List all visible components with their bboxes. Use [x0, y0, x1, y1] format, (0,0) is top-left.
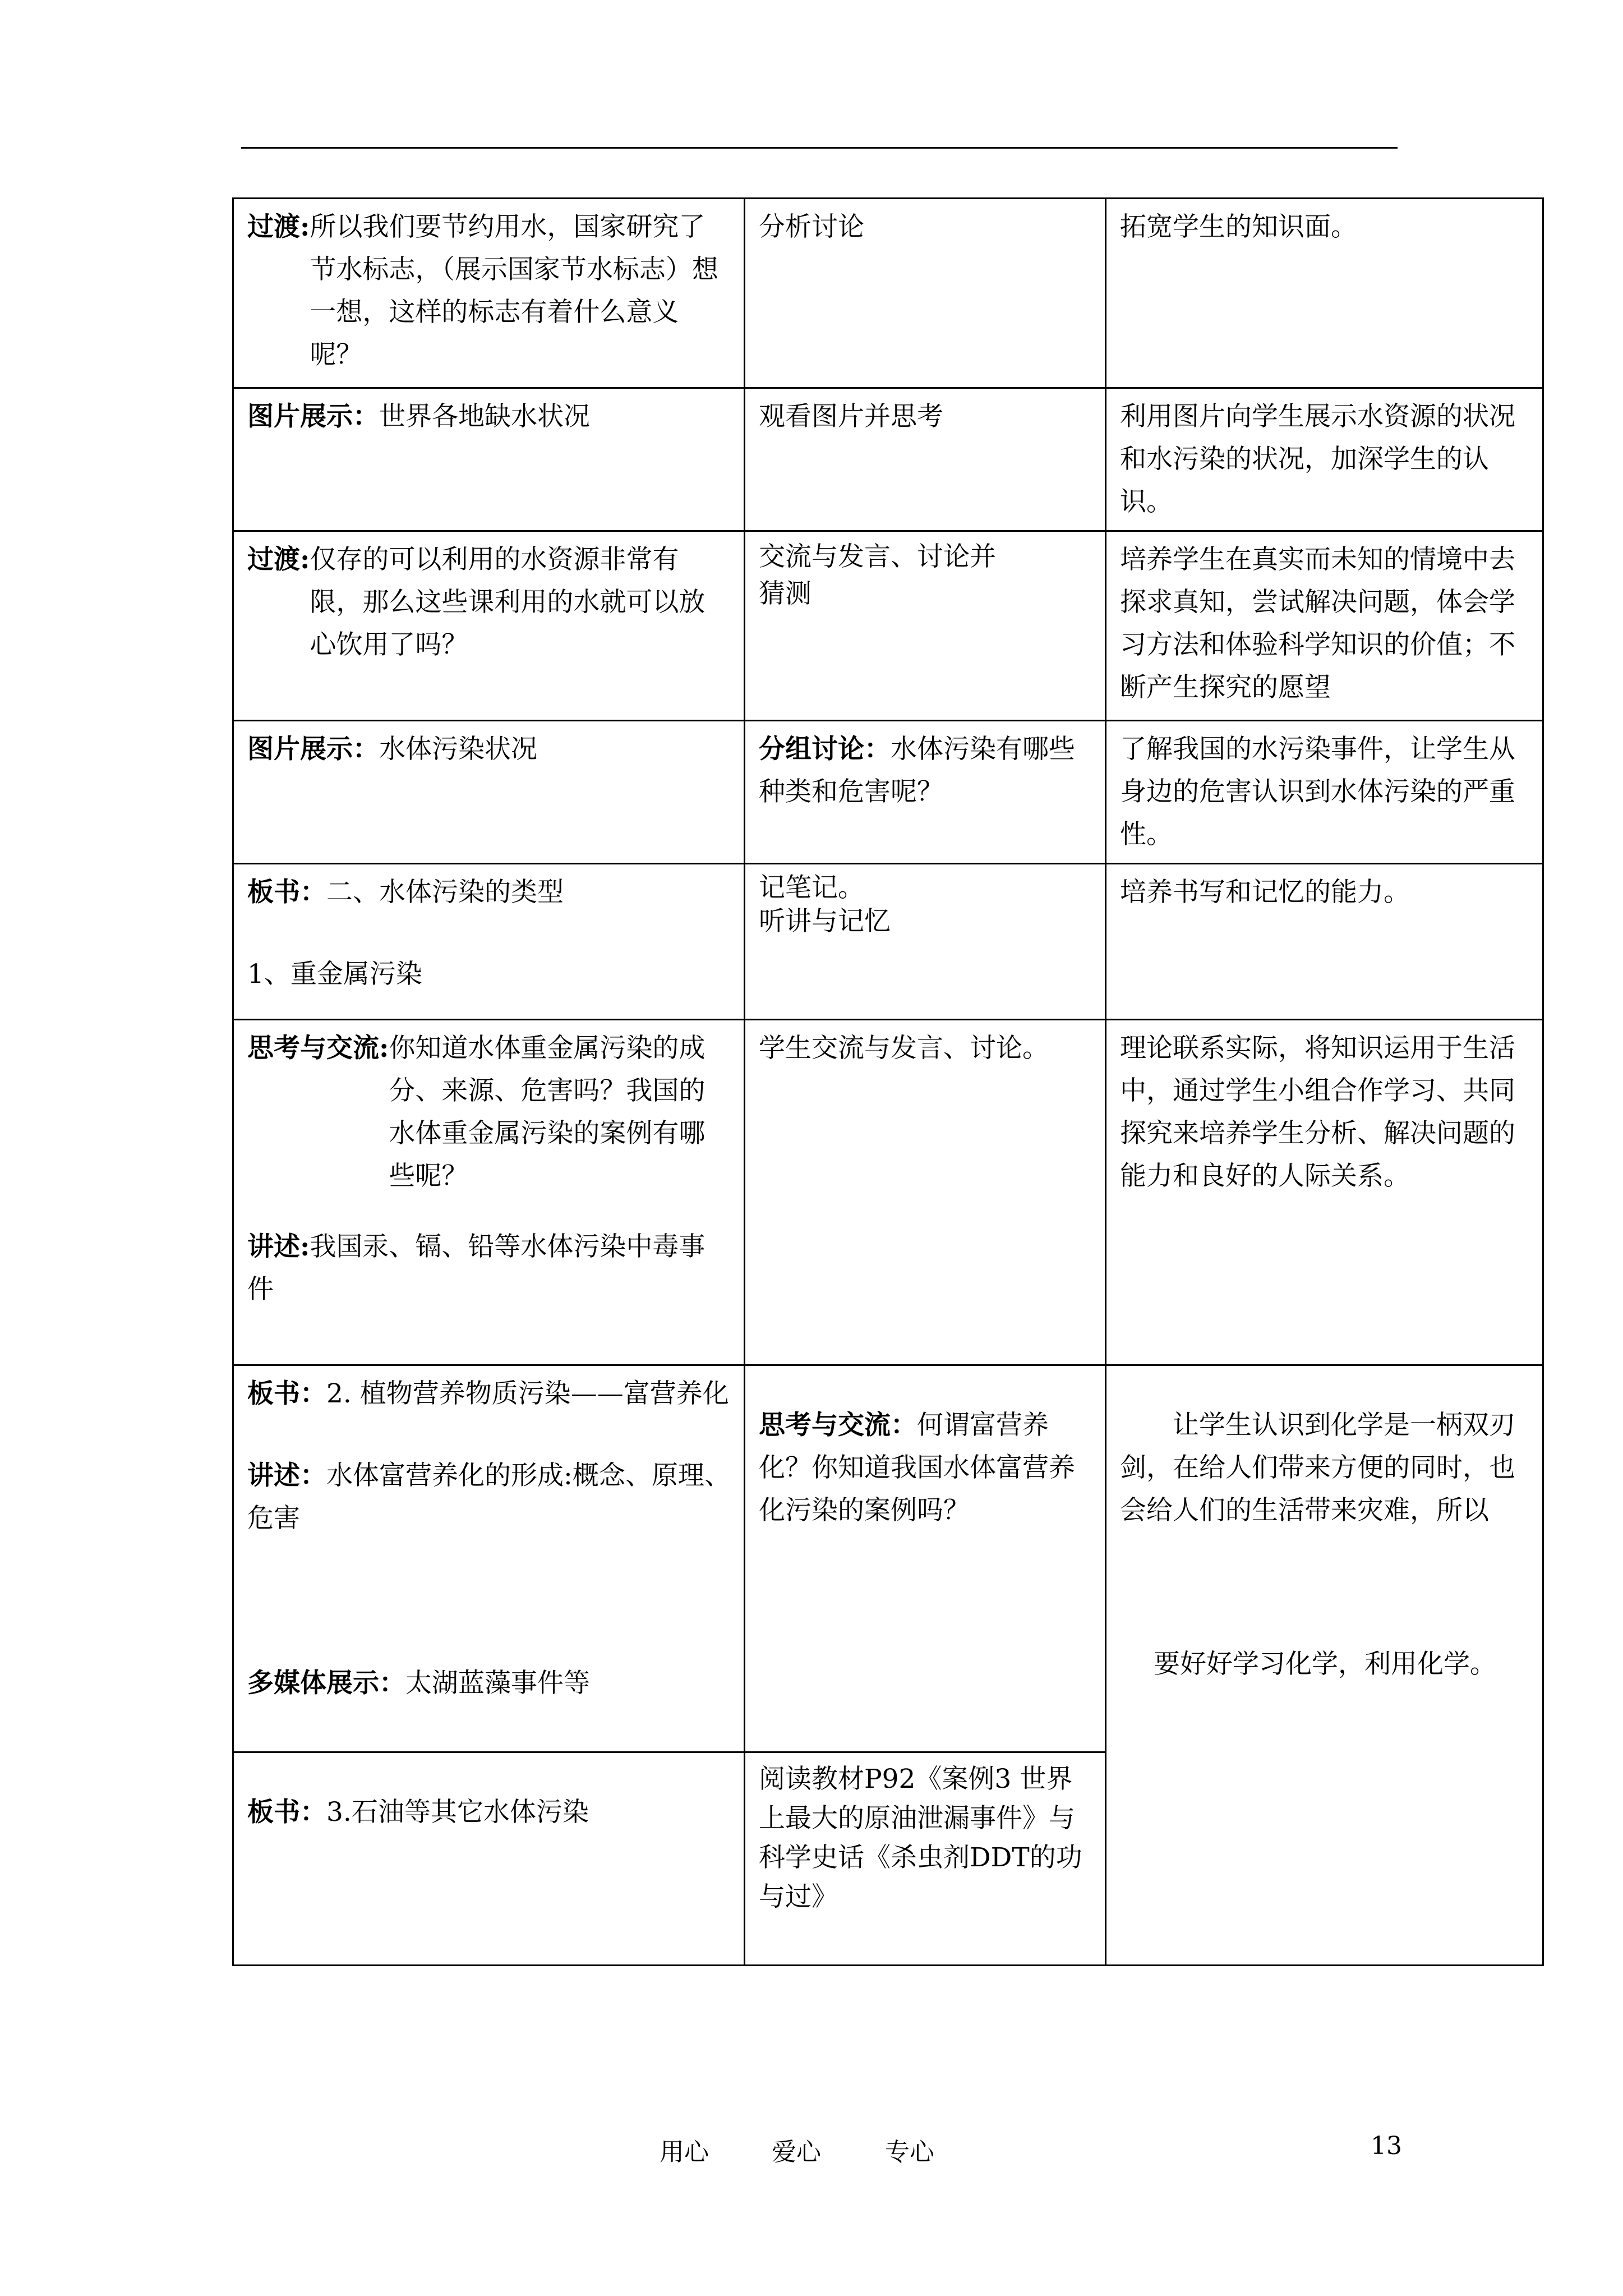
- teacher-activity-cell: [233, 864, 745, 1020]
- table-row: [233, 388, 1543, 531]
- page-number: 13: [1371, 2132, 1402, 2160]
- cell-label: 分组讨论：: [759, 734, 891, 765]
- design-intent-cell: [1106, 1365, 1543, 1966]
- cell-text: 记笔记。: [759, 872, 864, 903]
- cell-text: 太湖蓝藻事件等: [405, 1668, 590, 1699]
- cell-text: 猜测: [759, 578, 811, 609]
- cell-text: 我国汞、镉、铅等水体污染中毒事件: [247, 1231, 706, 1305]
- design-intent-cell: [1106, 1020, 1543, 1365]
- design-intent-cell: [1106, 721, 1543, 864]
- table-row: [233, 1365, 1543, 1752]
- cell-text: 仅存的可以利用的水资源非常有限，那么这些课利用的水就可以放心饮用了吗？: [310, 544, 706, 660]
- table-row: [233, 531, 1543, 721]
- cell-text: 利用图片向学生展示水资源的状况和水污染的状况，加深学生的认识。: [1120, 401, 1515, 517]
- table-row: [233, 864, 1543, 1020]
- cell-text: 你知道水体重金属污染的成分、来源、危害吗？我国的水体重金属污染的案例有哪些呢？: [389, 1033, 706, 1191]
- lesson-plan-table: [232, 197, 1544, 1966]
- student-activity-cell: [745, 199, 1106, 388]
- teacher-activity-cell: [233, 1365, 745, 1752]
- cell-text: 拓宽学生的知识面。: [1120, 211, 1357, 242]
- cell-label: 过渡:: [247, 211, 310, 242]
- design-intent-cell: [1106, 199, 1543, 388]
- student-activity-cell: [745, 1365, 1106, 1752]
- cell-label: 板书：: [247, 877, 326, 908]
- cell-text: 要好好学习化学，利用化学。: [1154, 1649, 1496, 1680]
- cell-label: 思考与交流:: [247, 1033, 389, 1064]
- design-intent-cell: [1106, 531, 1543, 721]
- cell-text: 2. 植物营养物质污染——富营养化: [326, 1378, 729, 1409]
- cell-label: 讲述：: [247, 1460, 326, 1491]
- teacher-activity-cell: [233, 1752, 745, 1966]
- cell-text: 分析讨论: [759, 211, 864, 242]
- teacher-activity-cell: [233, 199, 745, 388]
- student-activity-cell: [745, 864, 1106, 1020]
- student-activity-cell: [745, 1752, 1106, 1966]
- cell-text: 培养学生在真实而未知的情境中去探求真知，尝试解决问题，体会学习方法和体验科学知识的价值；不断产生探究的愿望: [1120, 544, 1515, 703]
- cell-text: 阅读教材P92《案例3 世界上最大的原油泄漏事件》与科学史话《杀虫剂DDT的功与过》: [759, 1764, 1082, 1912]
- teacher-activity-cell: [233, 721, 745, 864]
- student-activity-cell: [745, 388, 1106, 531]
- teacher-activity-cell: [233, 531, 745, 721]
- cell-label: 板书：: [247, 1378, 326, 1409]
- cell-text: 水体污染有哪些种类和危害呢？: [759, 734, 1075, 807]
- cell-label: 思考与交流：: [759, 1410, 917, 1441]
- teacher-activity-cell: [233, 1020, 745, 1365]
- header-rule: [241, 147, 1398, 149]
- cell-text: 学生交流与发言、讨论。: [759, 1033, 1049, 1064]
- cell-label: 图片展示：: [247, 734, 379, 765]
- cell-label: 多媒体展示：: [247, 1668, 405, 1699]
- cell-text: 听讲与记忆: [759, 906, 891, 937]
- footer-motto-2: 爱心: [772, 2138, 821, 2166]
- cell-text: 二、水体污染的类型: [326, 877, 564, 908]
- student-activity-cell: [745, 1020, 1106, 1365]
- student-activity-cell: [745, 721, 1106, 864]
- cell-label: 讲述:: [247, 1231, 310, 1262]
- cell-text: 世界各地缺水状况: [379, 401, 590, 432]
- cell-text: 1、重金属污染: [247, 959, 422, 990]
- cell-text: 观看图片并思考: [759, 401, 943, 432]
- cell-text: 何谓富营养化？你知道我国水体富营养化污染的案例吗？: [759, 1410, 1075, 1526]
- cell-text: 了解我国的水污染事件，让学生从身边的危害认识到水体污染的严重性。: [1120, 734, 1515, 850]
- design-intent-cell: [1106, 864, 1543, 1020]
- footer-motto-1: 用心: [660, 2138, 709, 2166]
- teacher-activity-cell: [233, 388, 745, 531]
- cell-text: 3.石油等其它水体污染: [326, 1797, 589, 1828]
- cell-label: 图片展示：: [247, 401, 379, 432]
- cell-text: 水体富营养化的形成:概念、原理、危害: [247, 1460, 731, 1534]
- cell-text: 让学生认识到化学是一柄双刃剑，在给人们带来方便的同时，也会给人们的生活带来灾难，所以: [1120, 1410, 1515, 1526]
- cell-label: 过渡:: [247, 544, 310, 575]
- cell-text: 交流与发言、讨论并: [759, 541, 996, 572]
- table-row: [233, 1020, 1543, 1365]
- table-row: [233, 721, 1543, 864]
- cell-text: 培养书写和记忆的能力。: [1120, 877, 1410, 908]
- cell-text: 理论联系实际，将知识运用于生活中，通过学生小组合作学习、共同探究来培养学生分析、解决问题的能力和良好的人际关系。: [1120, 1033, 1515, 1191]
- footer-motto-3: 专心: [885, 2138, 934, 2166]
- student-activity-cell: [745, 531, 1106, 721]
- table-row: [233, 199, 1543, 388]
- cell-text: 水体污染状况: [379, 734, 537, 765]
- cell-label: 板书：: [247, 1797, 326, 1828]
- cell-text: 所以我们要节约用水，国家研究了节水标志，（展示国家节水标志）想一想，这样的标志有着什么意义呢？: [310, 211, 718, 370]
- design-intent-cell: [1106, 388, 1543, 531]
